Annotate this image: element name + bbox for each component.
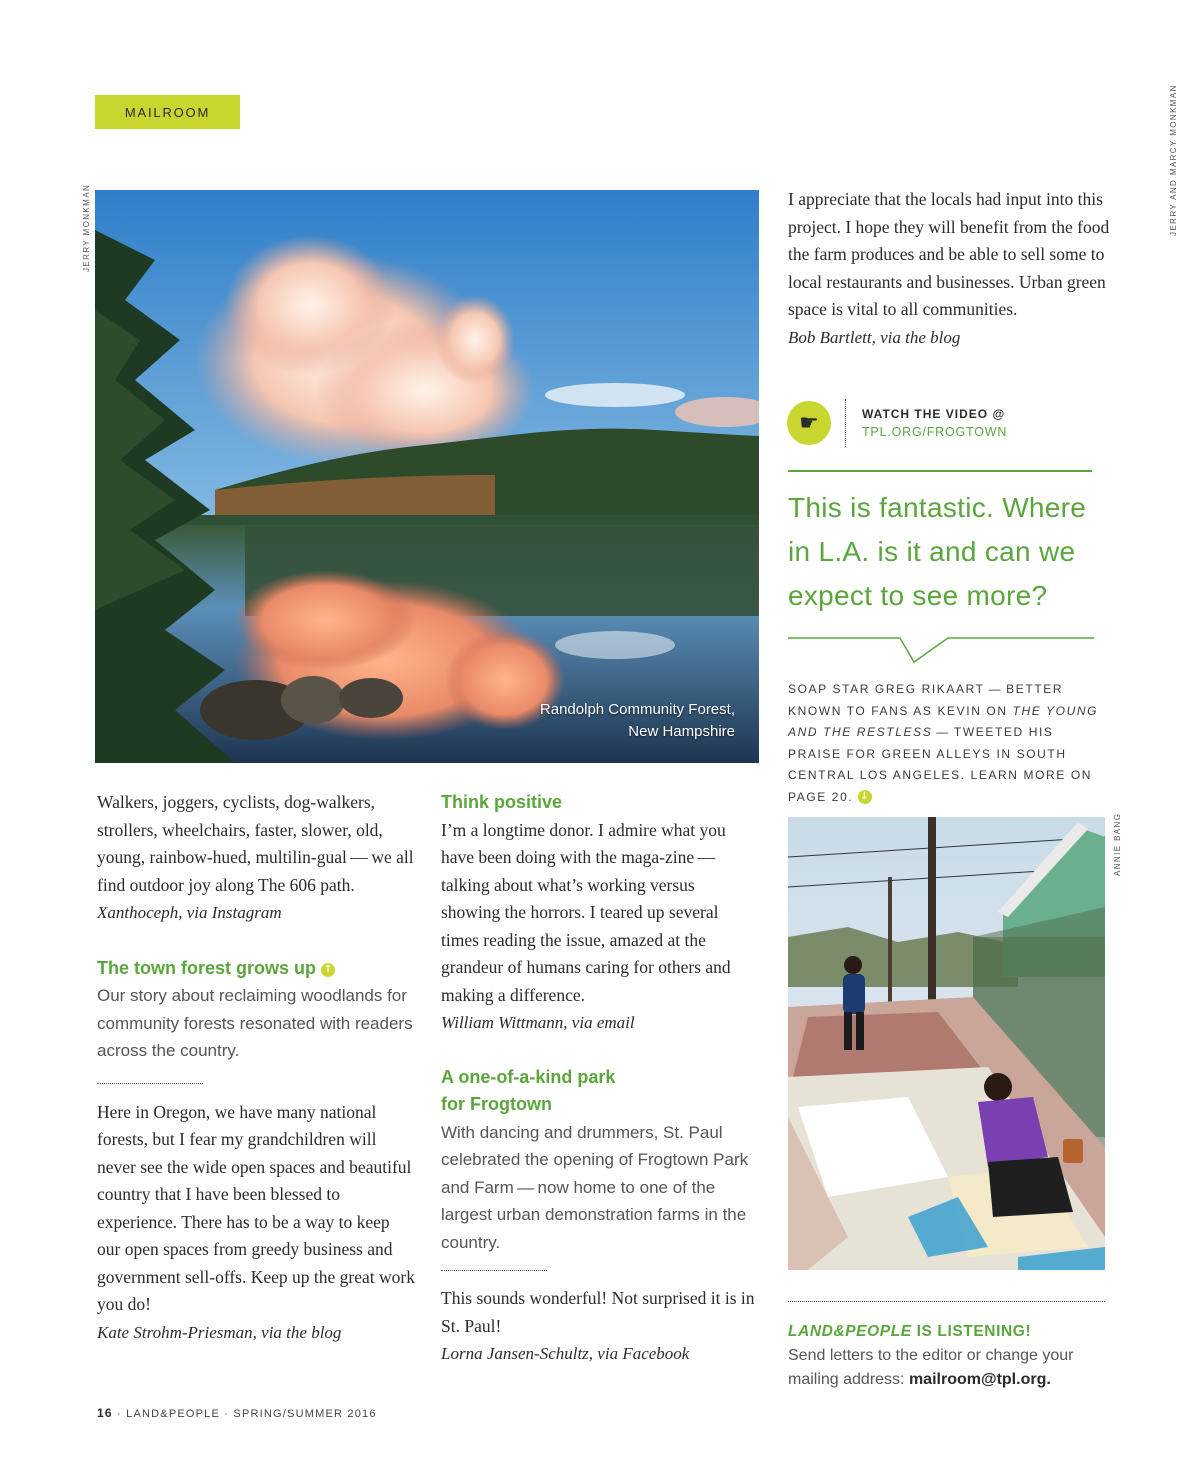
pointing-hand-icon: ☛ [787, 401, 831, 445]
section-tag-label: MAILROOM [124, 104, 211, 120]
letter-oregon: Here in Oregon, we have many national forests, but I fear my grandchildren will never see the wide open spaces and beautiful country that I have been blessed to experience. There has to be a way to keep our open spaces from greedy business and government sell-offs. Keep up the great work you do! [97, 1101, 415, 1314]
speech-bubble-tail [788, 630, 1094, 664]
mailroom-email-link[interactable]: mailroom@tpl.org. [908, 1371, 1051, 1388]
lake-illustration [95, 190, 759, 763]
alley-photo [788, 817, 1105, 1270]
pull-quote: This is fantastic. Where in L.A. is it and can we expect to see more? [788, 492, 1087, 611]
caption-line-1: Randolph Community Forest, [539, 701, 735, 718]
attribution-text: SOAP STAR GREG RIKAART — BETTER KNOWN TO FANS AS KEVIN ON [788, 682, 1064, 718]
arrow-down-icon: ↓ [858, 790, 872, 804]
callout-divider [845, 399, 846, 447]
listening-brand: LAND&PEOPLE [788, 1323, 912, 1340]
letter-signature: Bob Bartlett, via the blog [788, 327, 961, 347]
story-summary: Our story about reclaiming woodlands for community forests resonated with readers across the country. [97, 986, 413, 1060]
listening-title-rest: IS LISTENING! [911, 1323, 1032, 1340]
arrow-up-icon: ↑ [321, 963, 335, 977]
attribution-show-title: THE YOUNG AND THE RESTLESS [788, 703, 1099, 739]
letter-signature: William Wittmann, via email [441, 1013, 635, 1032]
lake-photo [95, 190, 759, 763]
letter-signature: Xanthoceph, via Instagram [97, 903, 282, 922]
letter-st-paul: This sounds wonderful! Not surprised it is in St. Paul! [441, 1288, 755, 1336]
photo-credit-alley: ANNIE BANG [1113, 812, 1122, 876]
watch-video-callout[interactable] [787, 398, 1107, 448]
video-link[interactable] [862, 407, 1007, 439]
listening-title [788, 1323, 1108, 1341]
column-3-letter [788, 186, 1113, 351]
letter-signature: Kate Strohm-Priesman, via the blog [97, 1322, 342, 1342]
listening-body [788, 1344, 1108, 1392]
story-summary: With dancing and drummers, St. Paul celebrated the opening of Frogtown Park and Farm — now home to one of the largest urban demonstration farms in the country. [441, 1122, 749, 1252]
dotted-divider [97, 1083, 203, 1084]
alley-illustration [788, 817, 1105, 1270]
letter-heading: Think positive [441, 792, 563, 812]
publication-line: · LAND&PEOPLE · SPRING/SUMMER 2016 [117, 1408, 377, 1420]
section-tag [95, 95, 240, 129]
story-heading-line-1: A one-of-a-kind park [441, 1066, 616, 1087]
photo-credit-top-right: JERRY AND MARCY MONKMAN [1169, 84, 1178, 236]
column-1 [97, 789, 415, 1346]
video-url-link[interactable]: TPL.ORG/FROGTOWN [862, 425, 1008, 439]
caption-line-2: New Hampshire [628, 723, 735, 740]
lake-photo-caption [540, 699, 735, 743]
letter-locals-input: I appreciate that the locals had input into this project. I hope they will benefit from the food the farm produces and be able to sell some to local restaurants and businesses. Urban green space is vital to all communities. [788, 189, 1110, 319]
dotted-divider [788, 1301, 1105, 1302]
listening-box [788, 1323, 1108, 1392]
video-title: WATCH THE VIDEO @ [862, 407, 1006, 421]
story-heading-text: The town forest grows up [97, 957, 316, 978]
story-heading [97, 955, 415, 983]
letter-606-path: Walkers, joggers, cyclists, dog-walkers, strollers, wheelchairs, faster, slower, old, young, rainbow-hued, multilin-gual — we all find outdoor joy along The 606 path. [97, 792, 414, 895]
photo-credit-main: JERRY MONKMAN [82, 183, 91, 272]
column-2 [441, 789, 757, 1368]
quote-attribution [788, 679, 1106, 808]
story-heading-line-2: for Frogtown [441, 1094, 552, 1114]
letter-longtime-donor: I’m a longtime donor. I admire what you have been doing with the maga-zine — talking about what’s working versus showing the horrors. I teared up several times reading the issue, amazed at the grandeur of humans caring for others and making a difference. [441, 819, 731, 1005]
listening-body-text: Send letters to the editor or change your mailing address: [788, 1347, 1074, 1388]
attribution-text-end: — TWEETED HIS PRAISE FOR GREEN ALLEYS IN SOUTH CENTRAL LOS ANGELES. LEARN MORE ON PAGE 20. [788, 725, 1093, 804]
page-footer [97, 1406, 377, 1420]
quote-rule-top [788, 470, 1092, 472]
dotted-divider [441, 1270, 547, 1271]
story-heading [441, 1064, 757, 1119]
letter-signature: Lorna Jansen-Schultz, via Facebook [441, 1344, 690, 1363]
page-number: 16 [97, 1406, 113, 1420]
